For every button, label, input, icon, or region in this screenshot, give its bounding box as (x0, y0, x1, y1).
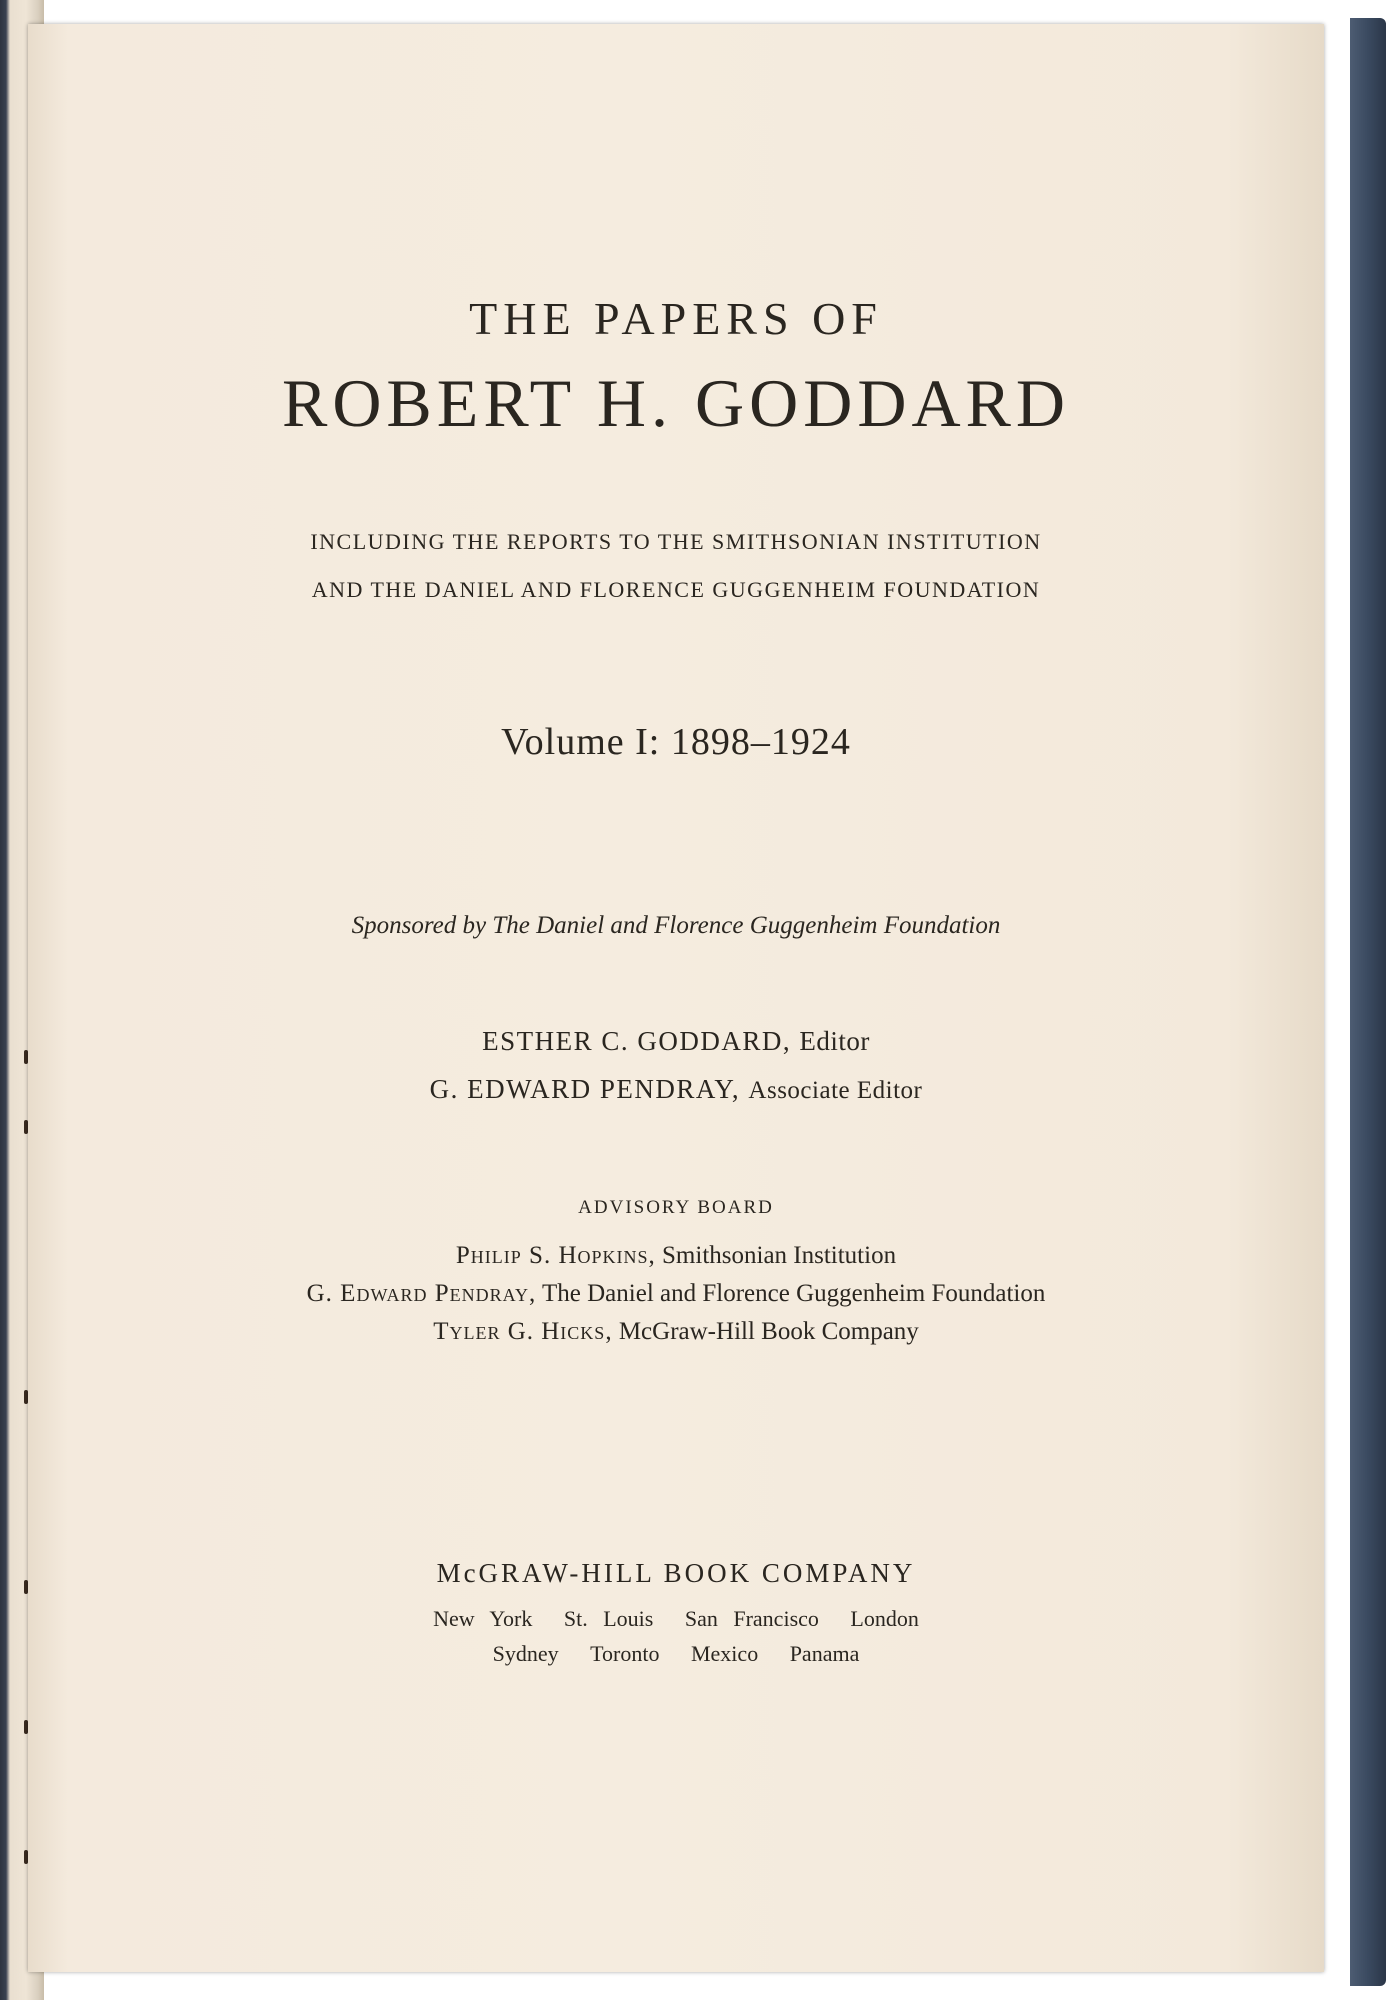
associate-editor-line (28, 1074, 1324, 1105)
city: Panama (789, 1641, 860, 1666)
city: Sydney (492, 1641, 559, 1666)
book-cover-edge (1350, 18, 1386, 1986)
volume-label: Volume I: 1898–1924 (501, 721, 851, 763)
sponsor-line: Sponsored by The Daniel and Florence Guggenheim Foundation (351, 912, 1001, 939)
publisher-cities-line-2 (28, 1641, 1324, 1667)
advisory-member (28, 1280, 1324, 1308)
advisory-member (28, 1318, 1324, 1346)
advisory-member-affiliation: Smithsonian Institution (662, 1242, 897, 1269)
advisory-board-heading: ADVISORY BOARD (578, 1197, 774, 1218)
advisory-member-name: Philip S. Hopkins, (455, 1242, 656, 1269)
advisory-member-affiliation: McGraw-Hill Book Company (618, 1318, 919, 1345)
publisher-cities-line-1 (28, 1606, 1324, 1632)
advisory-member-name: G. Edward Pendray, (306, 1280, 537, 1307)
title-line-2: ROBERT H. GODDARD (281, 365, 1071, 441)
city: New York (433, 1606, 533, 1631)
city: St. Louis (563, 1606, 654, 1631)
associate-editor-role: Associate Editor (748, 1077, 923, 1104)
advisory-member-name: Tyler G. Hicks, (433, 1318, 613, 1345)
associate-editor-name: G. EDWARD PENDRAY, (429, 1074, 741, 1104)
city: San Francisco (684, 1606, 819, 1631)
city: Mexico (690, 1641, 759, 1666)
subtitle-line-2: AND THE DANIEL AND FLORENCE GUGGENHEIM FOUNDATION (311, 577, 1041, 602)
city: London (850, 1606, 919, 1631)
editor-name: ESTHER C. GODDARD, (482, 1026, 792, 1056)
editor-line (28, 1026, 1324, 1057)
editor-role: Editor (799, 1026, 870, 1056)
title-line-1: THE PAPERS OF (469, 293, 883, 344)
subtitle-line-1: INCLUDING THE REPORTS TO THE SMITHSONIAN INSTITUTION (310, 529, 1042, 554)
publisher-name: McGRAW-HILL BOOK COMPANY (436, 1558, 916, 1588)
advisory-member (28, 1242, 1324, 1270)
city: Toronto (590, 1641, 660, 1666)
title-page (28, 24, 1324, 1972)
advisory-member-affiliation: The Daniel and Florence Guggenheim Foundation (542, 1280, 1046, 1307)
